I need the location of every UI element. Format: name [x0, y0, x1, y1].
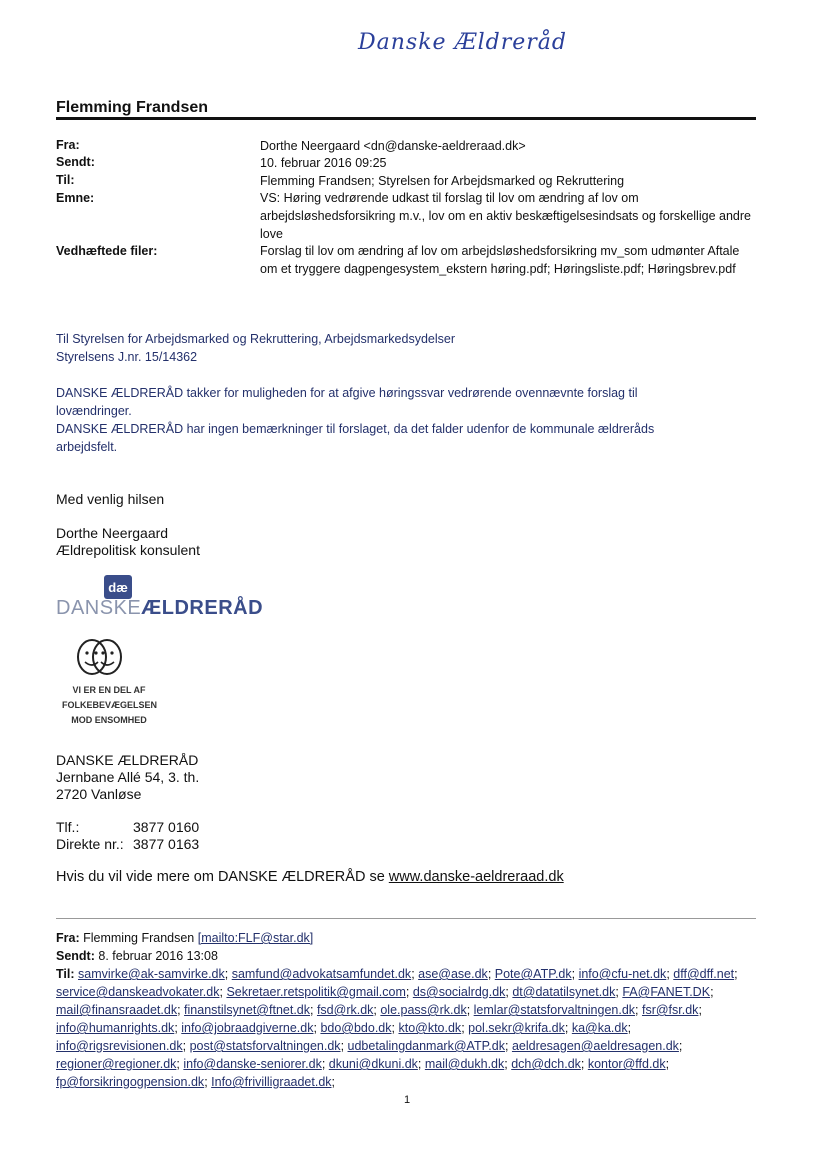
- recipient-email-link[interactable]: regioner@regioner.dk: [56, 1057, 177, 1071]
- address-street: Jernbane Allé 54, 3. th.: [56, 769, 200, 785]
- recipient-email-link[interactable]: fp@forsikringogpension.dk: [56, 1075, 205, 1089]
- address-city: 2720 Vanløse: [56, 786, 142, 802]
- forwarded-from: Fra: Flemming Frandsen [mailto:FLF@star.dk]: [56, 931, 314, 945]
- recipient-email-link[interactable]: dff@dff.net: [673, 967, 735, 981]
- sent-value: 10. februar 2016 09:25: [260, 156, 387, 170]
- recipient-email-link[interactable]: post@statsforvaltningen.dk: [189, 1039, 341, 1053]
- to-value: Flemming Frandsen; Styrelsen for Arbejdsmarked og Rekruttering: [260, 174, 625, 188]
- recipient-email-link[interactable]: samfund@advokatsamfundet.dk: [231, 967, 412, 981]
- recipient-email-link[interactable]: ole.pass@rk.dk: [380, 1003, 467, 1017]
- to-label: Til:: [56, 173, 75, 187]
- recipient-email-link[interactable]: ds@socialrdg.dk: [412, 985, 506, 999]
- recipient-email-link[interactable]: bdo@bdo.dk: [320, 1021, 392, 1035]
- body-paragraph-2: DANSKE ÆLDRERÅD har ingen bemærkninger til forslaget, da det falder udenfor de kommunale ældreråds arbejdsfelt.: [56, 422, 655, 454]
- slogan: VI ER EN DEL AF FOLKEBEVÆGELSEN MOD ENSOMHED: [62, 685, 158, 725]
- recipient-email-link[interactable]: ka@ka.dk: [571, 1021, 628, 1035]
- recipient-email-link[interactable]: info@cfu-net.dk: [578, 967, 667, 981]
- recipient-email-link[interactable]: info@jobraadgiverne.dk: [181, 1021, 314, 1035]
- logo-wordmark: DANSKEÆLDRERÅD: [56, 597, 264, 619]
- recipient-email-link[interactable]: info@danske-seniorer.dk: [183, 1057, 322, 1071]
- recipient-email-link[interactable]: pol.sekr@krifa.dk: [468, 1021, 565, 1035]
- recipient-email-link[interactable]: info@humanrights.dk: [56, 1021, 175, 1035]
- from-label: Fra:: [56, 138, 80, 152]
- recipient-email-link[interactable]: ase@ase.dk: [418, 967, 488, 981]
- addressee-line-1: Til Styrelsen for Arbejdsmarked og Rekruttering, Arbejdsmarkedsydelser: [56, 332, 456, 346]
- subject-value: VS: Høring vedrørende udkast til forslag til lov om ændring af lov om arbejdsløshedsforsikring m.v., lov om en aktiv beskæftigelsesindsats og forskellige andre love: [260, 191, 751, 241]
- logo-mark-text: dæ: [108, 580, 128, 595]
- forwarded-sent: Sendt: 8. februar 2016 13:08: [56, 949, 218, 963]
- phone-label: Tlf.:: [56, 819, 80, 835]
- recipient-email-link[interactable]: dch@dch.dk: [511, 1057, 581, 1071]
- website-line: Hvis du vil vide mere om DANSKE ÆLDRERÅD se www.danske-aeldreraad.dk: [56, 869, 564, 885]
- handwritten-note: Danske Ældreråd: [358, 30, 567, 55]
- logo-mark-icon: [104, 575, 132, 599]
- recipient-email-link[interactable]: Sekretaer.retspolitik@gmail.com: [226, 985, 406, 999]
- forwarded-mailto-link[interactable]: [mailto:FLF@star.dk]: [197, 931, 314, 945]
- recipient-email-link[interactable]: aeldresagen@aeldresagen.dk: [511, 1039, 679, 1053]
- recipient-email-link[interactable]: mail@dukh.dk: [424, 1057, 505, 1071]
- forwarded-recipients: Til: samvirke@ak-samvirke.dk; samfund@advokatsamfundet.dk; ase@ase.dk; Pote@ATP.dk; info@cfu-net.dk; dff@dff.net; service@danskeadvokater.dk; Sekretaer.retspolitik@gmail.com; ds@socialrdg.dk; dt@datatilsynet.dk; FA@FANET.DK; mail@finansraadet.dk; finanstilsynet@ftnet.dk; fsd@rk.dk; ole.pass@rk.dk; lemlar@statsforvaltningen.dk; fsr@fsr.dk; info@humanrights.dk; info@jobraadgiverne.dk; bdo@bdo.dk; kto@kto.dk; pol.sekr@krifa.dk; ka@ka.dk; info@rigsrevisionen.dk; post@statsforvaltningen.dk; udbetalingdanmark@ATP.dk; aeldresagen@aeldresagen.dk; regioner@regioner.dk; info@danske-seniorer.dk; dkuni@dkuni.dk; mail@dukh.dk; dch@dch.dk; kontor@ffd.dk; fp@forsikringogpension.dk; Info@frivilligraadet.dk;: [56, 967, 738, 1089]
- recipient-email-link[interactable]: fsd@rk.dk: [316, 1003, 374, 1017]
- header-divider: [56, 117, 756, 120]
- recipient-email-link[interactable]: Info@frivilligraadet.dk: [211, 1075, 332, 1089]
- website-link[interactable]: www.danske-aeldreraad.dk: [388, 869, 564, 885]
- smiley-faces-icon: [76, 637, 124, 677]
- forward-divider: [56, 918, 756, 919]
- mailbox-owner-name: Flemming Frandsen: [56, 99, 209, 116]
- direct-value: 3877 0163: [133, 836, 200, 852]
- recipient-email-link[interactable]: fsr@fsr.dk: [641, 1003, 699, 1017]
- phone-value: 3877 0160: [133, 819, 200, 835]
- page-number: 1: [403, 1094, 411, 1106]
- recipient-email-link[interactable]: finanstilsynet@ftnet.dk: [184, 1003, 310, 1017]
- recipient-email-link[interactable]: samvirke@ak-samvirke.dk: [78, 967, 225, 981]
- recipient-email-link[interactable]: dkuni@dkuni.dk: [328, 1057, 418, 1071]
- recipient-email-link[interactable]: service@danskeadvokater.dk: [56, 985, 220, 999]
- sent-label: Sendt:: [56, 155, 95, 169]
- recipient-email-link[interactable]: kontor@ffd.dk: [587, 1057, 666, 1071]
- recipient-email-link[interactable]: FA@FANET.DK: [622, 985, 711, 999]
- subject-label: Emne:: [56, 191, 95, 205]
- signature-title: Ældrepolitisk konsulent: [56, 542, 200, 558]
- signature-name: Dorthe Neergaard: [56, 525, 169, 541]
- address-org: DANSKE ÆLDRERÅD: [56, 752, 199, 768]
- body-paragraph-1: DANSKE ÆLDRERÅD takker for muligheden for at afgive høringssvar vedrørende ovennævnte forslag til lovændringer.: [56, 386, 638, 418]
- recipient-email-link[interactable]: dt@datatilsynet.dk: [512, 985, 616, 999]
- danske-aeldreraad-logo: [56, 575, 264, 625]
- direct-label: Direkte nr.:: [56, 836, 124, 852]
- greeting: Med venlig hilsen: [56, 491, 165, 507]
- recipient-email-link[interactable]: kto@kto.dk: [398, 1021, 462, 1035]
- from-value: Dorthe Neergaard <dn@danske-aeldreraad.dk>: [260, 139, 526, 153]
- recipient-email-link[interactable]: Pote@ATP.dk: [494, 967, 572, 981]
- recipient-email-link[interactable]: mail@finansraadet.dk: [56, 1003, 178, 1017]
- recipient-email-link[interactable]: info@rigsrevisionen.dk: [56, 1039, 183, 1053]
- recipient-email-link[interactable]: udbetalingdanmark@ATP.dk: [347, 1039, 505, 1053]
- attachments-label: Vedhæftede filer:: [56, 244, 158, 258]
- recipient-email-link[interactable]: lemlar@statsforvaltningen.dk: [473, 1003, 636, 1017]
- addressee-line-2: Styrelsens J.nr. 15/14362: [56, 350, 198, 364]
- attachments-value: Forslag til lov om ændring af lov om arbejdsløshedsforsikring mv_som udmønter Aftale om et tryggere dagpengesystem_ekstern høring.pdf; Høringsliste.pdf; Høringsbrev.pdf: [260, 244, 740, 276]
